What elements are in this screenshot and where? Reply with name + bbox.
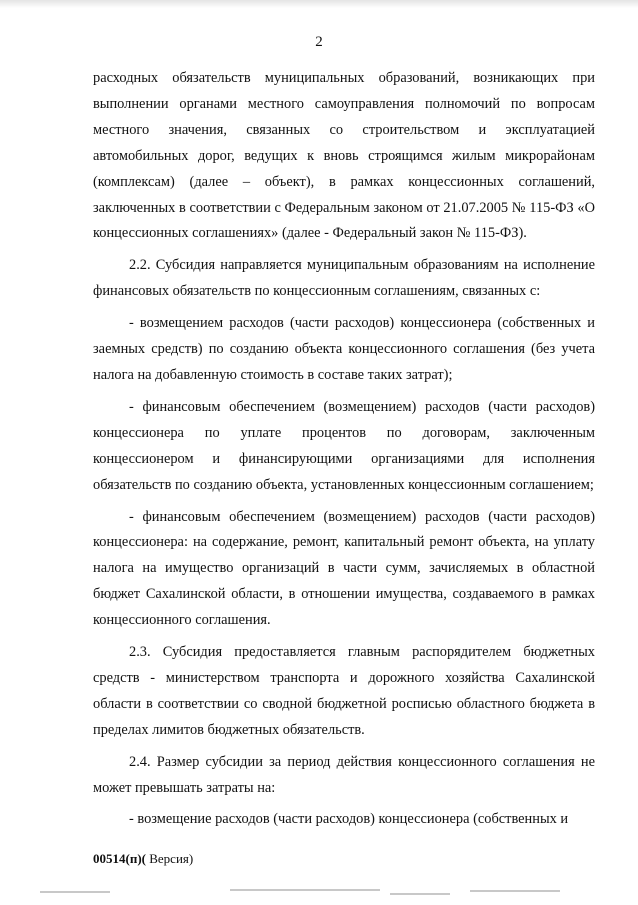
scan-edge-top [0,0,638,8]
paragraph-2-3: 2.3. Субсидия предоставляется главным распорядителем бюджетных средств - министерством транспорта и дорожного хозяйства Сахалинской области в соответствии со сводной бюджетной росписью областного бюджета в пределах лимитов бюджетных обязательств. [93,644,595,738]
paragraph-list-item-4: - возмещение расходов (части расходов) концессионера (собственных и [129,811,569,828]
page-number: 2 [315,34,323,50]
paragraph-2-2: 2.2. Субсидия направляется муниципальным образованиям на исполнение финансовых обязательств по концессионным соглашениям, связанных с: [93,257,595,300]
paragraph-2-4: 2.4. Размер субсидии за период действия концессионного соглашения не может превышать затраты на: [93,753,595,796]
document-version: Версия) [145,851,194,866]
paragraph-list-item-3: - финансовым обеспечением (возмещением) расходов (части расходов) концессионера: на содержание, ремонт, капитальный ремонт объекта, на уплату налога на имущество организаций в части сумм, зачисляемых в областной бюджет Сахалинской области, в отношении имущества, создаваемого в рамках концессионного соглашения. [93,508,595,629]
paragraph-list-item-1: - возмещением расходов (части расходов) концессионера (собственных и заемных средств) по созданию объекта концессионного соглашения (без учета налога на добавленную стоимость в составе таких затрат); [93,315,595,383]
paragraph-list-item-2: - финансовым обеспечением (возмещением) расходов (части расходов) концессионера по уплате процентов по договорам, заключенным концессионером и финансирующими организациями для исполнения обязательств по созданию объекта, установленных концессионным соглашением; [93,398,595,493]
document-footer [93,851,193,867]
document-code: 00514(п)( [93,851,146,866]
scan-edge-bottom [0,883,638,905]
paragraph-1: расходных обязательств муниципальных образований, возникающих при выполнении органами местного самоуправления полномочий по вопросам местного значения, связанных со строительством и эксплуатацией автомобильных дорог, ведущих к вновь строящимся жилым микрорайонам (комплексам) (далее – объект), в рамках концессионных соглашений, заключенных в соответствии с Федеральным законом от 21.07.2005 № 115-ФЗ «О концессионных соглашениях» (далее - Федеральный закон № 115-ФЗ). [93,70,595,242]
document-body [93,66,595,839]
